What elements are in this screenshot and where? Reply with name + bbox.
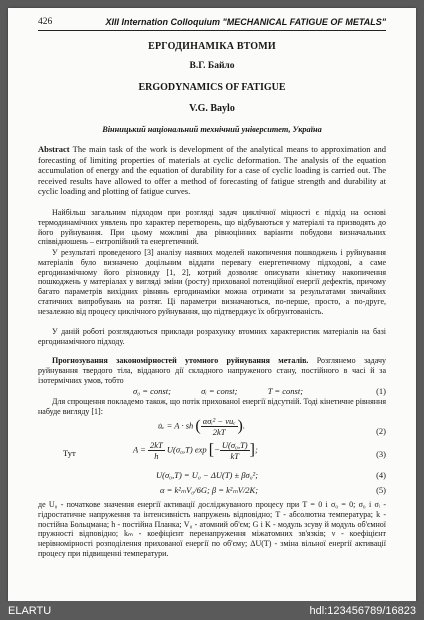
- equation-4-number: (4): [376, 470, 386, 480]
- equation-2-number: (2): [376, 426, 386, 436]
- abstract: [38, 144, 386, 197]
- repository-name: ELARTU: [8, 605, 52, 617]
- equation-5-number: (5): [376, 485, 386, 495]
- equation-3: A = $\frac{2kT}{h}$ U(σ₀,T) exp [− $\frac{\text{U(σ₀,T)}}{kT}$ ];: [133, 440, 258, 461]
- paragraph-2: У результаті проведеного [3] аналізу наявних моделей накопичення пошкоджень і руйнування матеріалів було визначено доцільним віддати перевагу енергетичному підходові, а саме ергодинамічному його різновиду [1, 2], котрий дозволяє описувати кінетику накопичення пошкоджень у матеріалах у вигляді зміни (росту) прихованої потенційної енергії дефектів, причому багато параметрів вихідних рівнянь ергодинаміки можна отримати за результатами звичайних статичних випробувань на розтяг. Ці параметри визначаються, по-перше, просто, а по-друге, незалежно від процесу циклічного руйнування, що підтверджує їх обґрунтованість.: [38, 248, 386, 316]
- running-header: [38, 16, 386, 31]
- equation-1: [133, 386, 303, 396]
- eq1-mid: σᵢ = const;: [201, 386, 238, 396]
- variable-definitions: де U₀ - початкове значення енергії активації досліджуваного процесу при T = 0 і σ₀ = 0; σ₀ і σᵢ - гідростатичне напруження та інтенсивність напружень відповідно; T - абсолютна температура; k - постійна Больцмана; h - постійна Планка; V₀ - атомний об'єм; G і K - модуль зсуву й модуль об'ємної пружності відповідно; kₘ - коефіцієнт перенапруження міжатомних зв'язків; ν - коефіцієнт нерівномірності розподілення прихованої енергії по об'єму; ΔU(T) - зміна вільної енергії активації процесу при підвищенні температури.: [38, 500, 386, 558]
- paragraph-3: У даній роботі розглядаються приклади розрахунку втомних характеристик матеріалів на базі ергодинамічного підходу.: [38, 327, 386, 346]
- eq1-lhs: σ₀ = const;: [133, 386, 171, 396]
- equation-5: α = k²ₘV₀/6G; β = k²ₘV/2K;: [160, 485, 259, 495]
- title-english: ERGODYNAMICS OF FATIGUE: [138, 82, 286, 93]
- page-number: 426: [38, 17, 53, 27]
- handle-id: hdl:123456789/16823: [309, 605, 416, 617]
- author-ukrainian: В.Г. Байло: [189, 61, 235, 71]
- title-ukrainian: ЕРГОДИНАМІКА ВТОМИ: [148, 41, 276, 52]
- conference-title: XIII Internation Colloquium "MECHANICAL FATIGUE OF METALS": [105, 17, 386, 27]
- paper-page: [8, 8, 416, 601]
- equation-4: U(σ₀,T) = U₀ − ΔU(T) ± βσ₀²;: [156, 470, 259, 480]
- equation-1-number: (1): [376, 386, 386, 396]
- paragraph-1: Найбільш загальним підходом при розгляді задач циклічної міцності є підхід на основі термодинамічних уявлень про характер перетворень, що відбуваються у матеріалі та призводять до його руйнування. При цьому можливі два рівноцінних варіанти побудови визначальних співвідношень – ентропійний та енергетичний.: [38, 208, 386, 247]
- author-english: V.G. Baylo: [189, 103, 235, 114]
- section-paragraph: [38, 356, 386, 385]
- equation-3-label: Тут: [63, 448, 76, 458]
- eq1-rhs: T = const;: [267, 386, 304, 396]
- abstract-label: Abstract: [38, 144, 70, 154]
- abstract-text: The main task of the work is development of the analytical means to approximation and forecasting of limiting properties of materials at cyclic deformation. The analysis of the equation accumulation of energy and the equation of durability for a case of cyclic loading is carried out. The received results have allowed to offer a method of forecasting of fatigue strength and durability at cyclic loading and plotting of fatigue curves.: [38, 144, 386, 196]
- affiliation: Вінницький національний технічний університет, Україна: [102, 125, 322, 134]
- equation-2: u̇ₑ = A · sh ( $\frac{\text{ασᵢ² − νuₑ}}{2kT}$ ).: [158, 416, 245, 437]
- section-heading: Прогнозування закономірностей утомного руйнування металів.: [52, 356, 309, 365]
- equation-3-number: (3): [376, 449, 386, 459]
- section-text: Розглянемо задачу руйнування твердого тіла, відданого дії складного напруженого стану, постійного в часі й за ізотермічних умов, тобто: [38, 356, 386, 385]
- paragraph-kinetic: Для спрощення покладемо також, що потік прихованої енергії відсутній. Тоді кінетичне рівняння набуде вигляду [1]:: [38, 397, 386, 416]
